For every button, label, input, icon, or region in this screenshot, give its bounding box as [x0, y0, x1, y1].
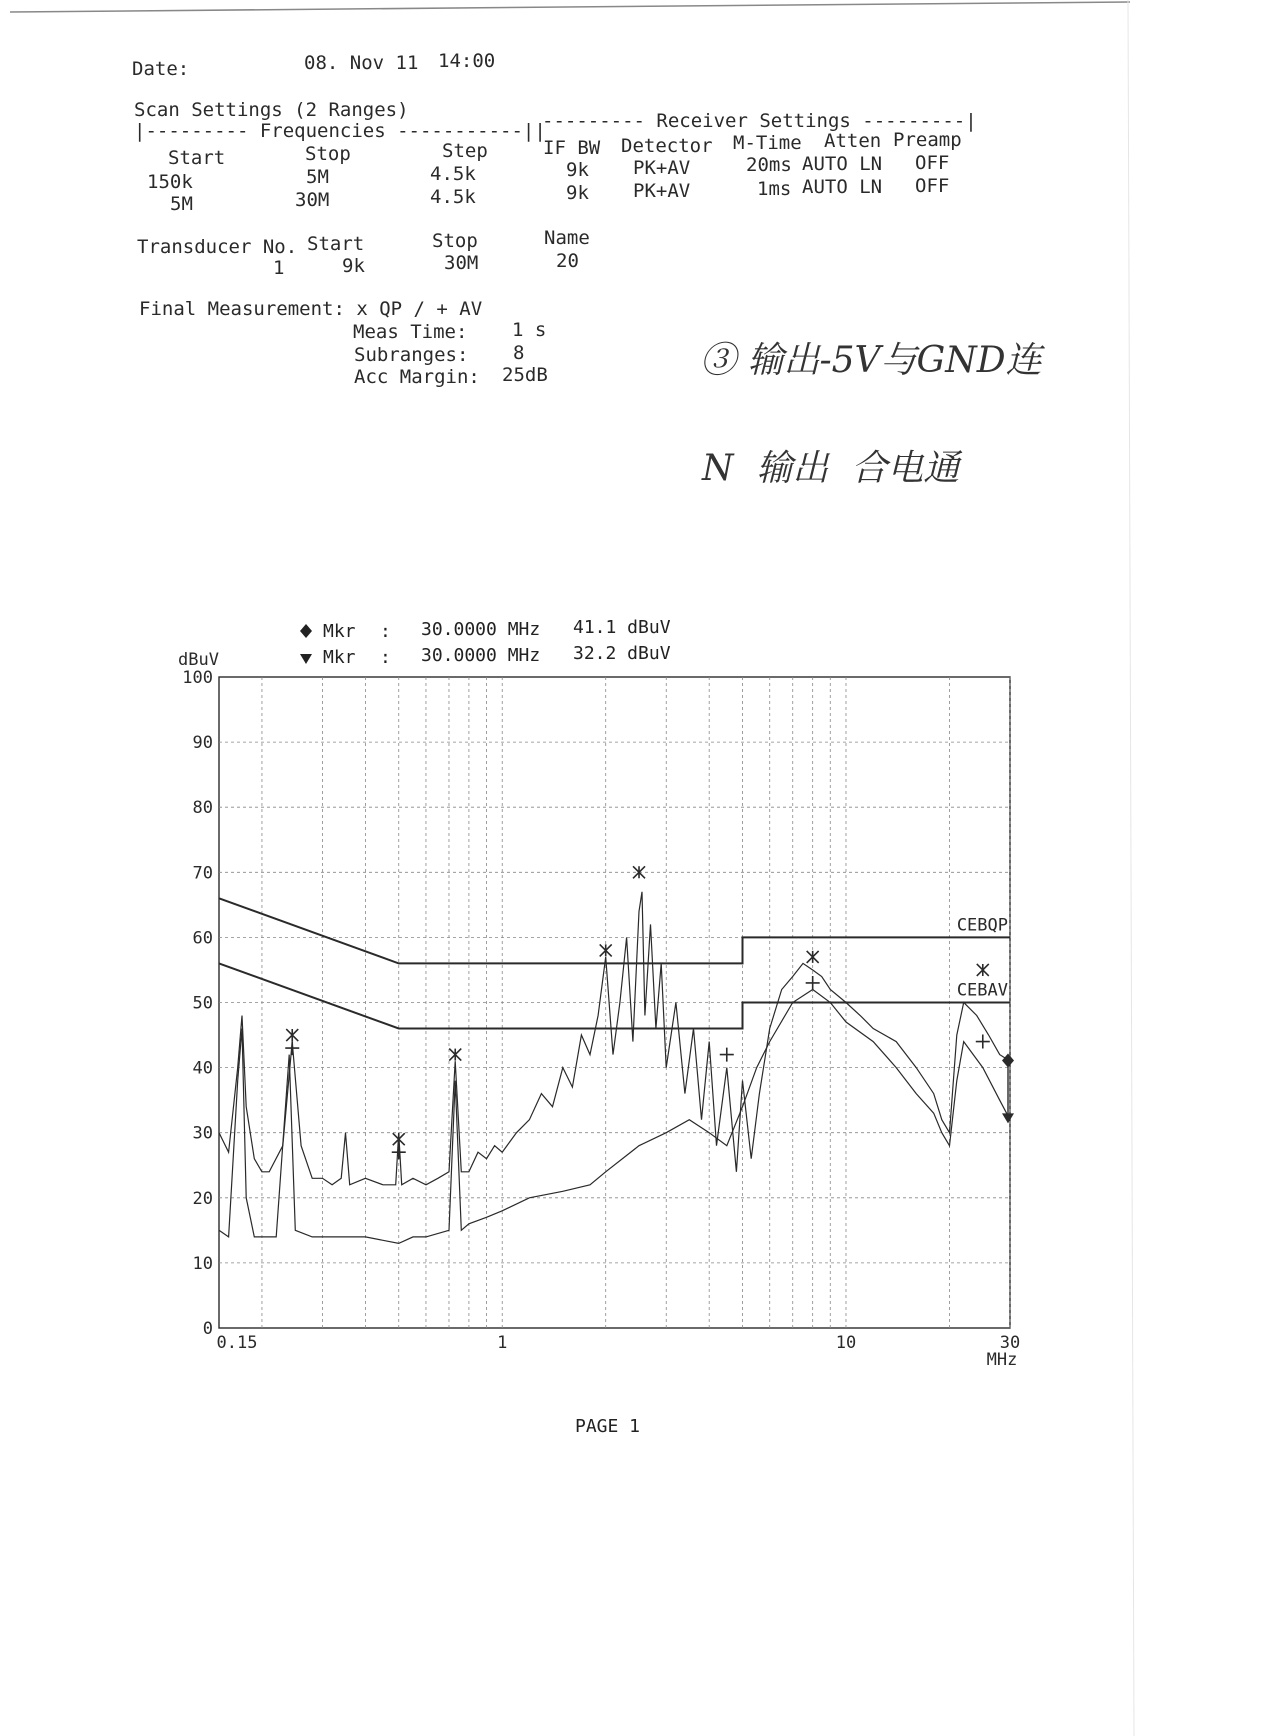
row2-detector: PK+AV	[633, 180, 691, 202]
handwritten-note-1: ③ 输出-5V与GND连	[700, 340, 1042, 381]
x-tick-label: 0.15	[216, 1333, 258, 1353]
y-tick-label: 40	[192, 1058, 213, 1079]
receiver-header: --------- Receiver Settings ---------|	[542, 110, 977, 132]
av-point-marker	[392, 1145, 406, 1159]
limit-line-cebqp	[219, 898, 1010, 963]
av-point-marker	[720, 1048, 734, 1062]
diamond-marker-freq: 30.0000 MHz	[421, 619, 541, 640]
meas-time-value: 1 s	[512, 319, 547, 341]
triangle-marker-level: 32.2 dBuV	[573, 643, 671, 664]
av-point-marker	[806, 976, 820, 990]
row2-preamp: OFF	[915, 175, 950, 197]
meas-time-label: Meas Time:	[353, 321, 468, 343]
qp-point-marker	[807, 951, 819, 963]
transducer-stop: 30M	[444, 252, 479, 274]
y-tick-label: 100	[182, 668, 213, 688]
x-tick-label: 30	[999, 1333, 1021, 1353]
transducer-start-label: Start	[307, 233, 365, 255]
scan-settings-title: Scan Settings (2 Ranges)	[134, 99, 409, 121]
row1-stop: 5M	[306, 166, 329, 188]
y-tick-label: 60	[192, 928, 213, 949]
row1-detector: PK+AV	[633, 157, 691, 179]
y-tick-label: 70	[192, 863, 213, 884]
transducer-start: 9k	[342, 255, 365, 277]
row1-atten: AUTO LN	[802, 153, 883, 175]
col-mtime: M-Time	[733, 132, 802, 154]
time-value: 14:00	[438, 50, 496, 72]
final-measurement-label: Final Measurement: x QP / + AV	[139, 298, 483, 320]
acc-margin-label: Acc Margin:	[354, 366, 480, 388]
qp-point-marker	[393, 1133, 405, 1145]
page-number: PAGE 1	[575, 1416, 641, 1437]
x-tick-label: 1	[497, 1333, 508, 1353]
y-tick-label: 0	[202, 1319, 213, 1339]
col-preamp: Preamp	[893, 129, 962, 151]
qp-point-marker	[449, 1049, 461, 1061]
col-detector: Detector	[621, 135, 713, 157]
date-label: Date:	[132, 58, 190, 80]
frequencies-header: |--------- Frequencies -----------||	[134, 120, 546, 142]
col-atten: Atten	[824, 130, 882, 152]
diamond-marker-level: 41.1 dBuV	[573, 617, 671, 638]
acc-margin-value: 25dB	[502, 364, 548, 386]
triangle-marker-label: Mkr	[323, 647, 356, 668]
x-axis-label: MHz	[986, 1350, 1018, 1370]
triangle-marker-freq: 30.0000 MHz	[421, 645, 541, 666]
transducer-stop-label: Stop	[432, 230, 478, 252]
subranges-value: 8	[513, 342, 525, 364]
y-axis-label: dBuV	[178, 650, 219, 670]
row2-ifbw: 9k	[566, 182, 589, 204]
qp-point-marker	[977, 964, 989, 976]
transducer-label: Transducer No.	[137, 236, 298, 258]
row2-stop: 30M	[295, 189, 330, 211]
x-tick-label: 10	[835, 1333, 857, 1353]
y-tick-label: 80	[192, 798, 213, 819]
date-value: 08. Nov 11	[304, 52, 419, 74]
y-tick-label: 50	[192, 993, 213, 1014]
y-tick-label: 10	[192, 1253, 213, 1274]
row2-step: 4.5k	[430, 186, 476, 208]
row1-start: 150k	[147, 171, 193, 193]
limit-line-label: CEBAV	[956, 980, 1008, 1001]
transducer-no: 1	[273, 257, 285, 279]
transducer-name-label: Name	[544, 227, 590, 249]
y-tick-label: 20	[192, 1188, 213, 1209]
row2-atten: AUTO LN	[802, 176, 883, 198]
col-start: Start	[168, 147, 226, 169]
triangle-marker-sep: :	[380, 647, 391, 668]
col-stop: Stop	[305, 143, 351, 165]
limit-line-label: CEBQP	[956, 915, 1008, 936]
row1-preamp: OFF	[915, 152, 950, 174]
row1-step: 4.5k	[430, 163, 476, 185]
y-tick-label: 30	[192, 1123, 213, 1144]
row1-mtime: 20ms	[746, 154, 792, 176]
diamond-marker-label: Mkr	[323, 621, 356, 642]
col-ifbw: IF BW	[543, 137, 601, 159]
col-step: Step	[442, 140, 488, 162]
subranges-label: Subranges:	[354, 344, 469, 366]
limit-line-cebav	[219, 963, 1010, 1028]
handwritten-note-2: N 输出 合电通	[702, 448, 960, 489]
row2-start: 5M	[170, 193, 193, 215]
row2-mtime: 1ms	[757, 178, 792, 200]
av-point-marker	[285, 1041, 299, 1055]
qp-point-marker	[286, 1029, 298, 1041]
transducer-name: 20	[556, 250, 579, 272]
row1-ifbw: 9k	[566, 159, 589, 181]
diamond-marker-sep: :	[380, 621, 391, 642]
qp-point-marker	[600, 944, 612, 956]
peak-trace	[219, 892, 1010, 1185]
y-tick-label: 90	[192, 733, 213, 754]
av-point-marker	[976, 1035, 990, 1049]
